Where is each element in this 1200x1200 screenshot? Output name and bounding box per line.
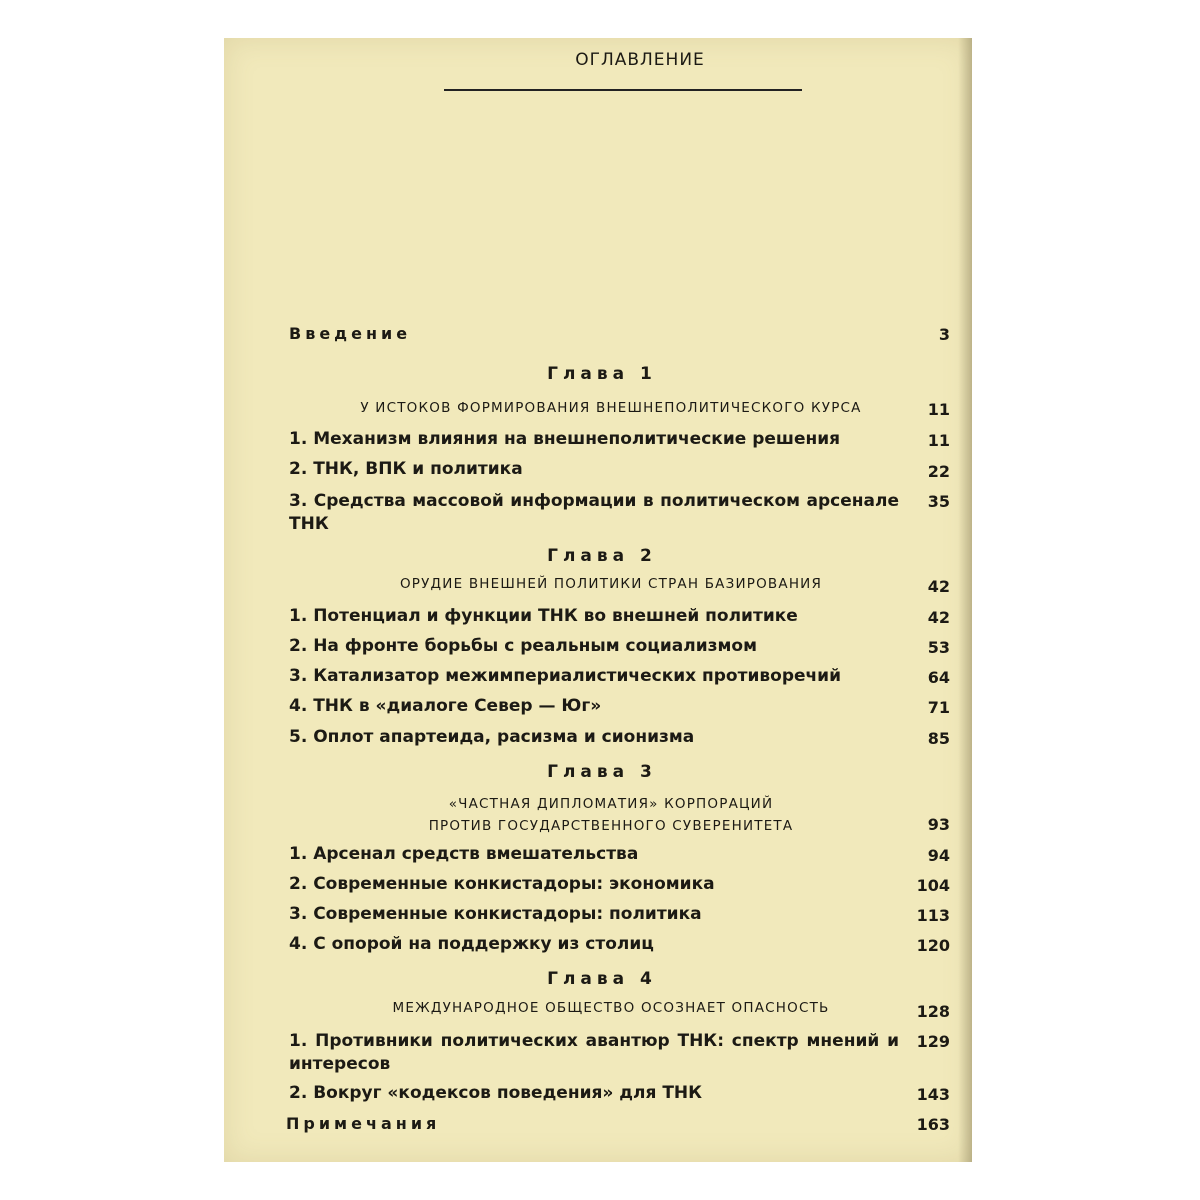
toc-item-page: 53 xyxy=(927,638,950,657)
chapter-1-heading: Глава 1 xyxy=(547,364,657,384)
chapter-2-title: ОРУДИЕ ВНЕШНЕЙ ПОЛИТИКИ СТРАН БАЗИРОВАНИЯ xyxy=(399,576,823,592)
toc-item-page: 120 xyxy=(916,936,950,955)
book-page xyxy=(224,38,972,1162)
chapter-1-page: 11 xyxy=(927,400,950,419)
toc-item-page: 64 xyxy=(927,668,950,687)
toc-item: 2. ТНК, ВПК и политика xyxy=(289,459,523,479)
toc-item: 5. Оплот апартеида, расизма и сионизма xyxy=(289,727,695,747)
toc-item: 1. Противники политических авантюр ТНК: спектр мнений и интересов xyxy=(289,1031,899,1074)
chapter-1-title: У ИСТОКОВ ФОРМИРОВАНИЯ ВНЕШНЕПОЛИТИЧЕСКОГО КУРСА xyxy=(360,400,862,416)
toc-item: 2. Современные конкистадоры: экономика xyxy=(289,874,715,894)
toc-item-page: 71 xyxy=(927,698,950,717)
chapter-3-page: 93 xyxy=(927,815,950,834)
title-underline xyxy=(444,89,802,91)
toc-item-page: 42 xyxy=(927,608,950,627)
chapter-3-title-line-1: «ЧАСТНАЯ ДИПЛОМАТИЯ» КОРПОРАЦИЙ xyxy=(448,796,774,812)
toc-item: 4. С опорой на поддержку из столиц xyxy=(289,934,654,954)
toc-item-page: 11 xyxy=(927,431,950,450)
toc-item: 3. Современные конкистадоры: политика xyxy=(289,904,702,924)
chapter-3-title-line-2: ПРОТИВ ГОСУДАРСТВЕННОГО СУВЕРЕНИТЕТА xyxy=(428,818,794,834)
toc-item: 2. На фронте борьбы с реальным социализмом xyxy=(289,636,757,656)
toc-item: 1. Механизм влияния на внешнеполитические решения xyxy=(289,429,841,449)
toc-item: 3. Средства массовой информации в политическом арсенале ТНК xyxy=(289,491,899,534)
toc-item: 1. Потенциал и функции ТНК во внешней политике xyxy=(289,606,798,626)
toc-item: 4. ТНК в «диалоге Север — Юг» xyxy=(289,696,602,716)
toc-item: 3. Катализатор межимпериалистических противоречий xyxy=(289,666,842,686)
toc-item-page: 129 xyxy=(916,1032,950,1051)
toc-item-page: 22 xyxy=(927,462,950,481)
toc-item-page: 85 xyxy=(927,729,950,748)
toc-item-page: 94 xyxy=(927,846,950,865)
notes-label: Примечания xyxy=(286,1114,441,1133)
chapter-2-heading: Глава 2 xyxy=(547,546,657,566)
toc-item: 2. Вокруг «кодексов поведения» для ТНК xyxy=(289,1083,703,1103)
toc-item-page: 113 xyxy=(916,906,950,925)
page-title: ОГЛАВЛЕНИЕ xyxy=(575,50,705,70)
chapter-4-page: 128 xyxy=(916,1002,950,1021)
chapter-4-title: МЕЖДУНАРОДНОЕ ОБЩЕСТВО ОСОЗНАЕТ ОПАСНОСТЬ xyxy=(392,1000,830,1016)
page-spine-shadow xyxy=(958,38,972,1162)
toc-item-page: 104 xyxy=(916,876,950,895)
intro-label: Введение xyxy=(289,324,412,343)
chapter-3-heading: Глава 3 xyxy=(547,762,657,782)
toc-item-page: 35 xyxy=(927,492,950,511)
notes-page: 163 xyxy=(916,1115,950,1134)
toc-item: 1. Арсенал средств вмешательства xyxy=(289,844,639,864)
intro-page: 3 xyxy=(938,325,950,344)
toc-item-page: 143 xyxy=(916,1085,950,1104)
chapter-4-heading: Глава 4 xyxy=(547,969,657,989)
chapter-2-page: 42 xyxy=(927,577,950,596)
